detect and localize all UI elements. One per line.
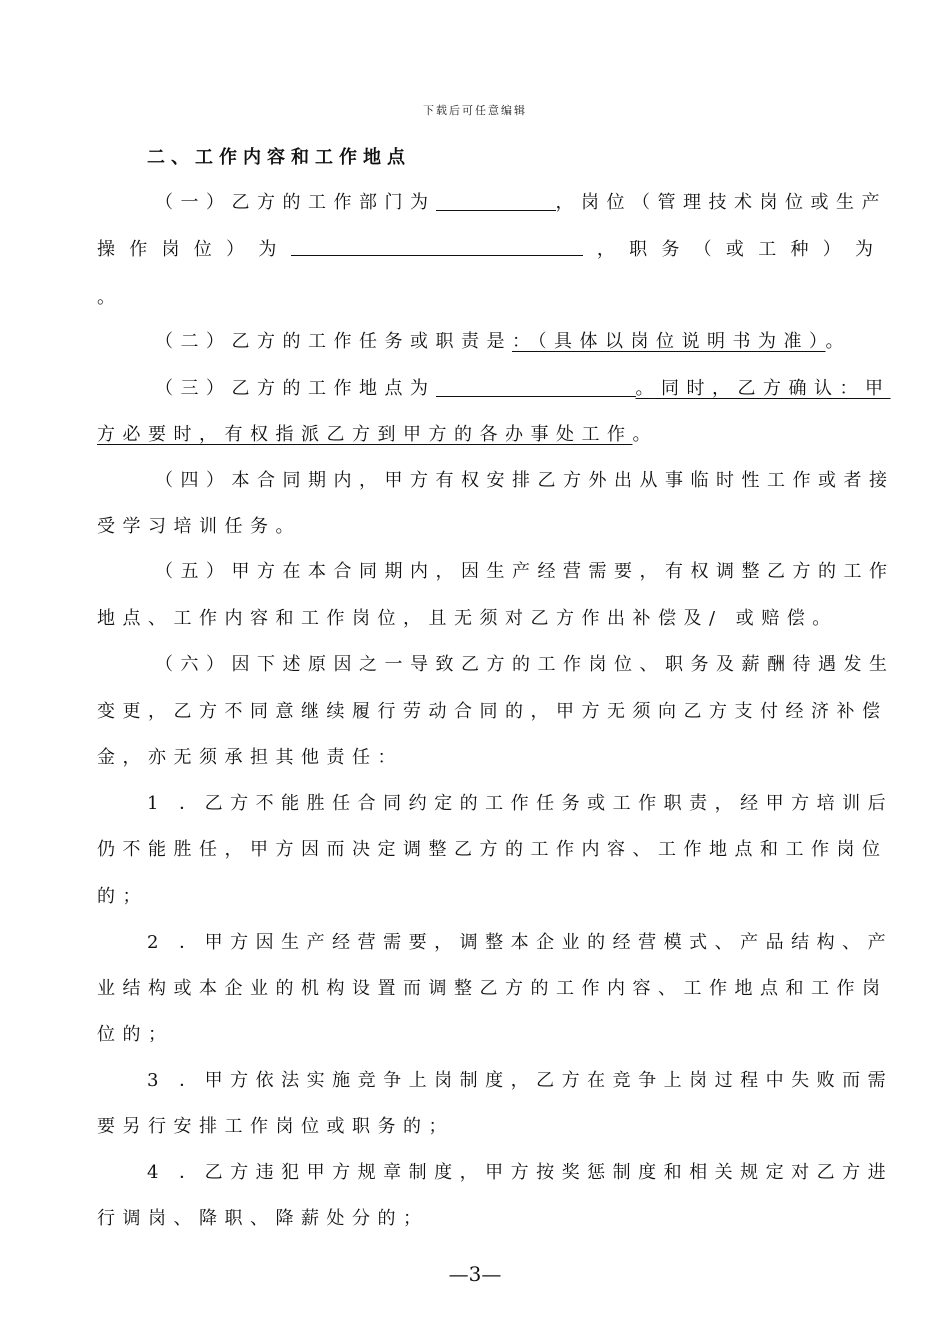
para-2: （二）乙方的工作任务或职责是：（具体以岗位说明书为准）。: [155, 331, 851, 352]
page-number: —3—: [448, 1262, 502, 1286]
item-2-line-1: 2 ．甲方因生产经营需要，调整本企业的经营模式、产品结构、产: [147, 932, 894, 953]
item-2-line-3: 位的；: [97, 1024, 174, 1045]
item-4-line-1: 4 ．乙方违犯甲方规章制度，甲方按奖惩制度和相关规定对乙方进: [147, 1162, 894, 1183]
para-3-line-2: 方必要时，有权指派乙方到甲方的各办事处工作。: [97, 424, 658, 445]
para-1-line-3: 。: [97, 287, 115, 308]
department-blank[interactable]: [436, 190, 556, 211]
item-1-line-3: 的；: [97, 886, 148, 907]
para-6-line-3: 金，亦无须承担其他责任：: [97, 747, 403, 768]
item-4-line-2: 行调岗、降职、降薪处分的；: [97, 1208, 429, 1229]
item-1-line-1: 1 ．乙方不能胜任合同约定的工作任务或工作职责，经甲方培训后: [147, 793, 894, 814]
item-1-line-2: 仍不能胜任，甲方因而决定调整乙方的工作内容、工作地点和工作岗位: [97, 839, 888, 860]
item-3-line-1: 3 ．甲方依法实施竞争上岗制度，乙方在竞争上岗过程中失败而需: [147, 1070, 894, 1091]
page-header: 下载后可任意编辑: [423, 104, 527, 117]
para-4-line-1: （四）本合同期内，甲方有权安排乙方外出从事临时性工作或者接: [155, 470, 895, 491]
para-6-line-1: （六）因下述原因之一导致乙方的工作岗位、职务及薪酬待遇发生: [155, 654, 895, 675]
item-2-line-2: 业结构或本企业的机构设置而调整乙方的工作内容、工作地点和工作岗: [97, 978, 888, 999]
para-1-line-1: （一）乙方的工作部门为 ，岗位（管理技术岗位或生产: [155, 192, 887, 213]
para-3-line-1: （三）乙方的工作地点为 。同时，乙方确认：甲: [155, 378, 891, 399]
para-4-line-2: 受学习培训任务。: [97, 516, 301, 537]
para-6-line-2: 变更，乙方不同意继续履行劳动合同的，甲方无须向乙方支付经济补偿: [97, 701, 888, 722]
position-blank[interactable]: [291, 235, 583, 256]
para-1-line-2: 操 作 岗 位 ） 为 ， 职 务 （ 或 工 种 ） 为: [97, 235, 873, 265]
section-title: 二、工作内容和工作地点: [147, 147, 411, 168]
para-5-line-1: （五）甲方在本合同期内，因生产经营需要，有权调整乙方的工作: [155, 561, 895, 582]
item-3-line-2: 要另行安排工作岗位或职务的；: [97, 1116, 454, 1137]
para-5-line-2: 地点、工作内容和工作岗位，且无须对乙方作出补偿及/ 或赔偿。: [97, 608, 838, 629]
location-blank[interactable]: [436, 376, 636, 397]
